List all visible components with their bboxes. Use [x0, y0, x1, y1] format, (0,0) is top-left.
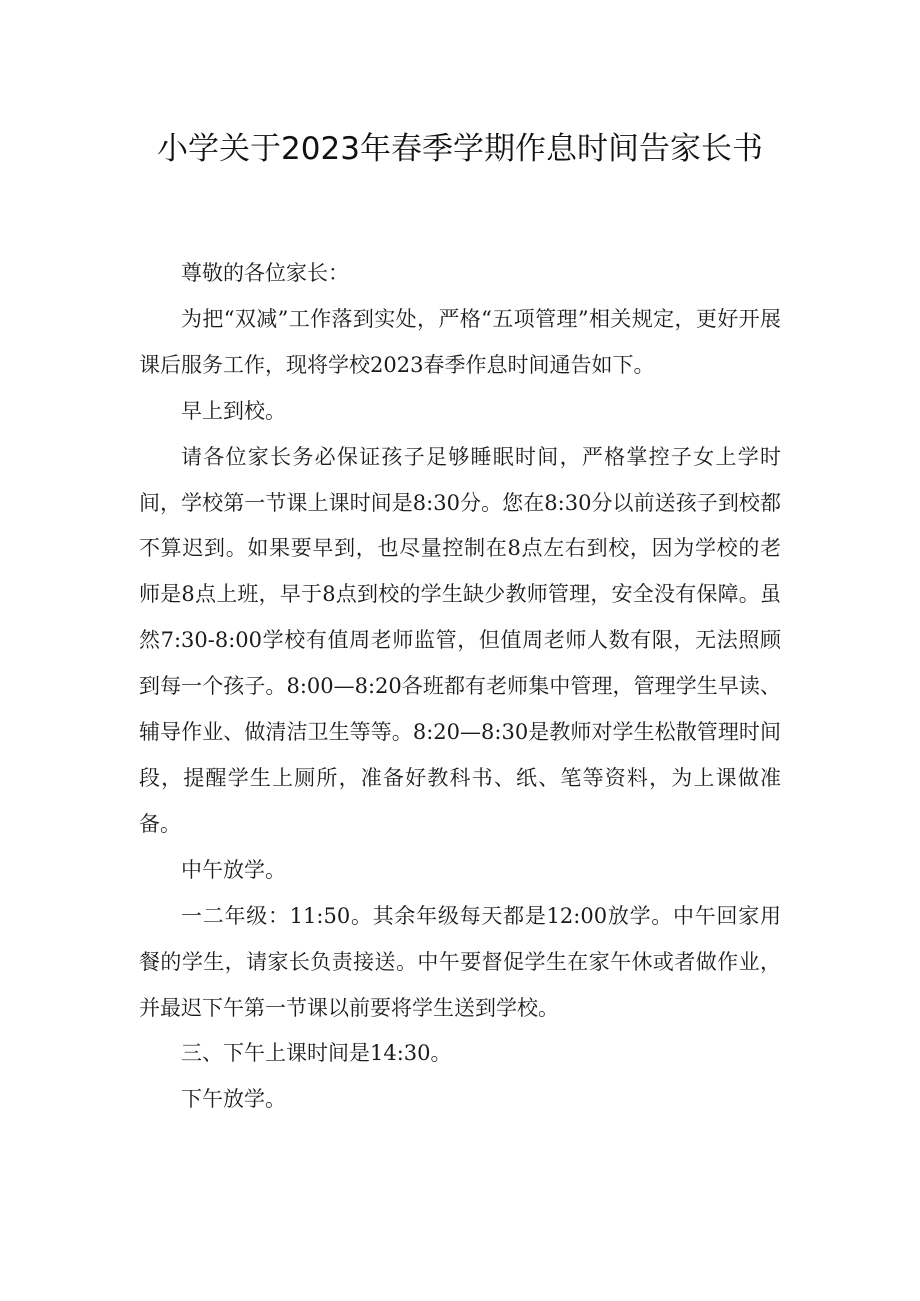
afternoon-class-paragraph: 三、下午上课时间是14:30。 — [181, 1041, 452, 1066]
noon-dismissal-paragraph: 一二年级：11:50。其余年级每天都是12:00放学。中午回家用餐的学生，请家长负责接送。中午要督促学生在家午休或者做作业，并最迟下午第一节课以前要将学生送到学校。 — [139, 903, 781, 1020]
section-heading-morning: 早上到校。 — [181, 398, 286, 423]
section-heading-afternoon: 下午放学。 — [181, 1087, 286, 1112]
morning-arrival-paragraph: 请各位家长务必保证孩子足够睡眠时间，严格掌控子女上学时间，学校第一节课上课时间是8:30分。您在8:30分以前送孩子到校都不算迟到。如果要早到，也尽量控制在8点左右到校，因为学校的老师是8点上班，早于8点到校的学生缺少教师管理，安全没有保障。虽然7:30-8:00学校有值周老师监管，但值周老师人数有限，无法照顾到每一个孩子。8:00—8:20各班都有老师集中管理，管理学生早读、辅导作业、做清洁卫生等等。8:20—8:30是教师对学生松散管理时间段，提醒学生上厕所，准备好教科书、纸、笔等资料，为上课做准备。 — [139, 444, 781, 836]
greeting-paragraph: 尊敬的各位家长： — [181, 261, 349, 285]
intro-paragraph: 为把“双减”工作落到实处，严格“五项管理”相关规定，更好开展课后服务工作，现将学校2023春季作息时间通告如下。 — [139, 306, 781, 377]
section-heading-noon: 中午放学。 — [181, 857, 286, 882]
document-body — [139, 251, 781, 1123]
document-title: 小学关于2023年春季学期作息时间告家长书 — [157, 131, 763, 167]
